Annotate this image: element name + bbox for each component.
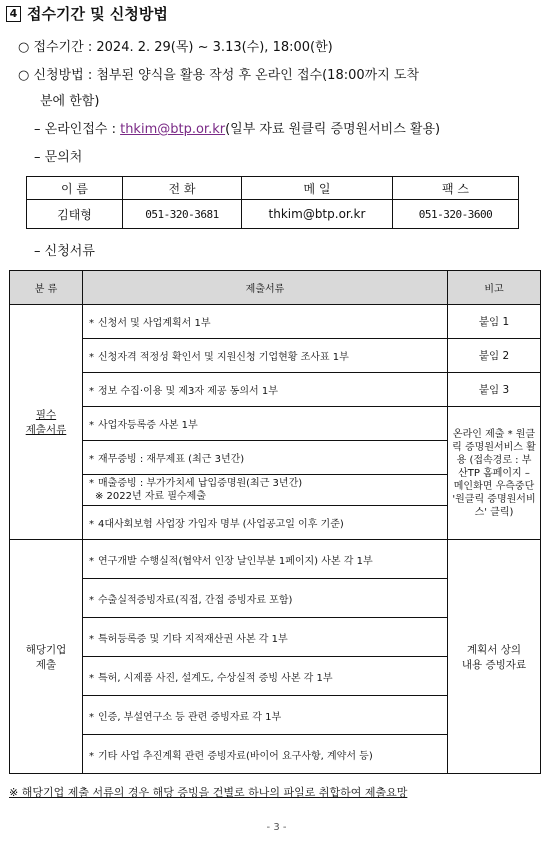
doc-item xyxy=(83,579,448,618)
method-line xyxy=(18,64,419,83)
period-label: 접수기간 xyxy=(33,40,84,55)
item-marker: * xyxy=(89,672,94,684)
footnote: ※ 해당기업 제출 서류의 경우 해당 증빙을 건별로 하나의 파일로 취합하여 제출요망 xyxy=(9,786,408,799)
online-label: 온라인접수 xyxy=(44,122,108,137)
doc-text: 4대사회보험 사업장 가입자 명부 (사업공고일 이후 기준) xyxy=(98,519,344,530)
docs-label: 신청서류 xyxy=(44,244,95,259)
section-title xyxy=(6,3,168,24)
category-optional xyxy=(10,540,83,774)
doc-text: 특허, 시제품 사진, 설계도, 수상실적 증빙 사본 각 1부 xyxy=(98,672,333,684)
optional-note xyxy=(448,540,541,774)
email-link[interactable]: thkim@btp.or.kr xyxy=(120,122,226,137)
doc-item xyxy=(83,475,448,506)
doc-text: 신청자격 적정성 확인서 및 지원신청 기업현황 조사표 1부 xyxy=(98,352,349,363)
doc-item xyxy=(83,506,448,540)
colon: : xyxy=(111,122,121,137)
doc-item xyxy=(83,441,448,475)
section-title-text: 접수기간 및 신청방법 xyxy=(27,5,168,23)
colon: : xyxy=(87,40,97,55)
doc-item xyxy=(83,407,448,441)
doc-note: 붙임 3 xyxy=(448,373,541,407)
doc-text: 매출증빙 : 부가가치세 납입증명원(최근 3년간) xyxy=(98,478,303,489)
header-name: 이 름 xyxy=(27,177,123,200)
contact-header-row xyxy=(27,177,519,200)
inquiry-line xyxy=(34,146,82,165)
item-marker: * xyxy=(89,711,94,723)
item-marker: * xyxy=(89,318,94,329)
doc-text: 신청서 및 사업계획서 1부 xyxy=(98,318,211,329)
header-fax: 팩 스 xyxy=(393,177,519,200)
documents-table xyxy=(9,270,541,774)
period-line xyxy=(18,36,333,55)
section-number-box: 4 xyxy=(6,6,21,22)
online-note: (일부 자료 원클릭 증명원서비스 활용) xyxy=(225,122,441,137)
doc-text: 재무증빙 : 재무제표 (최근 3년간) xyxy=(98,454,245,465)
doc-subnote: ※ 2022년 자료 필수제출 xyxy=(95,491,206,502)
online-submit-note: 온라인 제출 * 원클릭 증명원서비스 활용 (접속경로 : 부산TP 홈페이지 – 메인화면 우측중단 '원클릭 증명원서비스' 클릭) xyxy=(448,407,541,540)
doc-text: 기타 사업 추진계획 관련 증빙자료(바이어 요구사항, 계약서 등) xyxy=(98,750,373,762)
header-phone: 전 화 xyxy=(123,177,242,200)
note-text: 계획서 상의 xyxy=(466,643,522,656)
doc-text: 사업자등록증 사본 1부 xyxy=(98,420,198,431)
table-row xyxy=(10,305,541,339)
method-label: 신청방법 xyxy=(33,68,84,83)
category-label: 제출 xyxy=(35,658,57,671)
header-remarks: 비고 xyxy=(448,271,541,305)
doc-item xyxy=(83,339,448,373)
dash-icon: – xyxy=(34,150,41,165)
contact-name: 김태형 xyxy=(27,200,123,229)
contact-email: thkim@btp.or.kr xyxy=(242,200,393,229)
docs-header-row xyxy=(10,271,541,305)
table-row xyxy=(10,339,541,373)
doc-item xyxy=(83,373,448,407)
doc-item xyxy=(83,618,448,657)
category-required xyxy=(10,305,83,540)
category-label: 해당기업 xyxy=(25,643,67,656)
online-line xyxy=(34,118,440,137)
inquiry-label: 문의처 xyxy=(44,150,83,165)
doc-text: 인증, 부설연구소 등 관련 증빙자료 각 1부 xyxy=(98,711,282,723)
doc-note: 붙임 1 xyxy=(448,305,541,339)
method-line-2: 분에 한함) xyxy=(40,94,100,109)
doc-item xyxy=(83,540,448,579)
item-marker: * xyxy=(89,478,94,489)
method-value: 첨부된 양식을 활용 작성 후 온라인 접수(18:00까지 도착 xyxy=(96,68,419,83)
header-documents: 제출서류 xyxy=(83,271,448,305)
note-text: 내용 증빙자료 xyxy=(461,658,527,671)
table-row xyxy=(10,373,541,407)
header-email: 메 일 xyxy=(242,177,393,200)
dash-icon: – xyxy=(34,244,41,259)
category-label: 필수 xyxy=(35,409,57,421)
bullet-icon: ○ xyxy=(18,40,30,55)
item-marker: * xyxy=(89,633,94,645)
item-marker: * xyxy=(89,594,94,606)
bullet-icon: ○ xyxy=(18,68,30,83)
item-marker: * xyxy=(89,352,94,363)
contact-fax: 051-320-3600 xyxy=(393,200,519,229)
item-marker: * xyxy=(89,519,94,530)
doc-text: 특허등록증 및 기타 지적재산권 사본 각 1부 xyxy=(98,633,288,645)
doc-item xyxy=(83,735,448,774)
period-value: 2024. 2. 29(목) ~ 3.13(수), 18:00(한) xyxy=(96,40,333,55)
table-row xyxy=(10,540,541,579)
contact-phone: 051-320-3681 xyxy=(123,200,242,229)
contact-row xyxy=(27,200,519,229)
doc-item xyxy=(83,657,448,696)
docs-line xyxy=(34,240,95,259)
item-marker: * xyxy=(89,750,94,762)
doc-item xyxy=(83,305,448,339)
doc-note: 붙임 2 xyxy=(448,339,541,373)
doc-text: 수출실적증빙자료(직접, 간접 증빙자료 포함) xyxy=(98,594,293,606)
item-marker: * xyxy=(89,454,94,465)
page-number: - 3 - xyxy=(266,822,287,833)
item-marker: * xyxy=(89,386,94,397)
contact-table xyxy=(26,176,519,229)
doc-text: 정보 수집·이용 및 제3자 제공 동의서 1부 xyxy=(98,386,278,397)
doc-item xyxy=(83,696,448,735)
table-row xyxy=(10,407,541,441)
header-category: 분 류 xyxy=(10,271,83,305)
doc-text: 연구개발 수행실적(협약서 인장 날인부분 1페이지) 사본 각 1부 xyxy=(98,555,373,567)
dash-icon: – xyxy=(34,122,41,137)
colon: : xyxy=(87,68,97,83)
category-label: 제출서류 xyxy=(25,424,67,436)
item-marker: * xyxy=(89,420,94,431)
item-marker: * xyxy=(89,555,94,567)
